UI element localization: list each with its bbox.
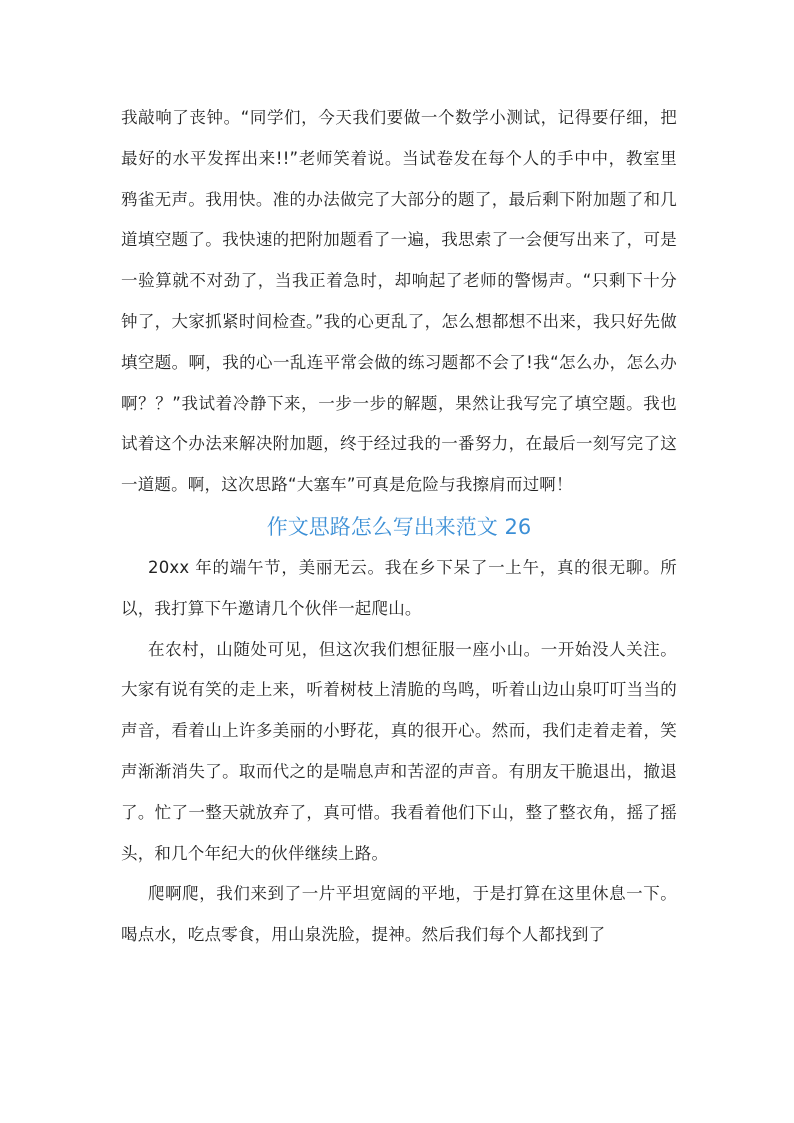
section-title: 作文思路怎么写出来范文 26 — [266, 514, 532, 539]
paragraph-3: 爬啊爬，我们来到了一片平坦宽阔的平地，于是打算在这里休息一下。喝点水，吃点零食，用山泉洗脸，提神。然后我们每个人都找到了 — [121, 884, 677, 945]
document-body — [121, 98, 677, 956]
paragraph-1: 20xx 年的端午节，美丽无云。我在乡下呆了一上午，真的很无聊。所以，我打算下午邀请几个伙伴一起爬山。 — [121, 557, 677, 618]
continued-paragraph: 我敲响了丧钟。“同学们，今天我们要做一个数学小测试，记得要仔细，把最好的水平发挥出来!!”老师笑着说。当试卷发在每个人的手中中，教室里鸦雀无声。我用快。准的办法做完了大部分的题了，最后剩下附加题了和几道填空题了。我快速的把附加题看了一遍，我思索了一会便写出来了，可是一验算就不对劲了，当我正着急时，却响起了老师的警惕声。“只剩下十分钟了，大家抓紧时间检查。”我的心更乱了，怎么想都想不出来，我只好先做填空题。啊，我的心一乱连平常会做的练习题都不会了!我“怎么办，怎么办啊？？”我试着冷静下来，一步一步的解题，果然让我写完了填空题。我也试着这个办法来解决附加题，终于经过我的一番努力，在最后一刻写完了这一道题。啊，这次思路“大塞车”可真是危险与我擦肩而过啊！ — [121, 108, 677, 495]
paragraph-2: 在农村，山随处可见，但这次我们想征服一座小山。一开始没人关注。大家有说有笑的走上来，听着树枝上清脆的鸟鸣，听着山边山泉叮叮当当的声音，看着山上许多美丽的小野花，真的很开心。然而，我们走着走着，笑声渐渐消失了。取而代之的是喘息声和苦涩的声音。有朋友干脆退出，撤退了。忙了一整天就放弃了，真可惜。我看着他们下山，整了整衣角，摇了摇头，和几个年纪大的伙伴继续上路。 — [121, 639, 677, 863]
